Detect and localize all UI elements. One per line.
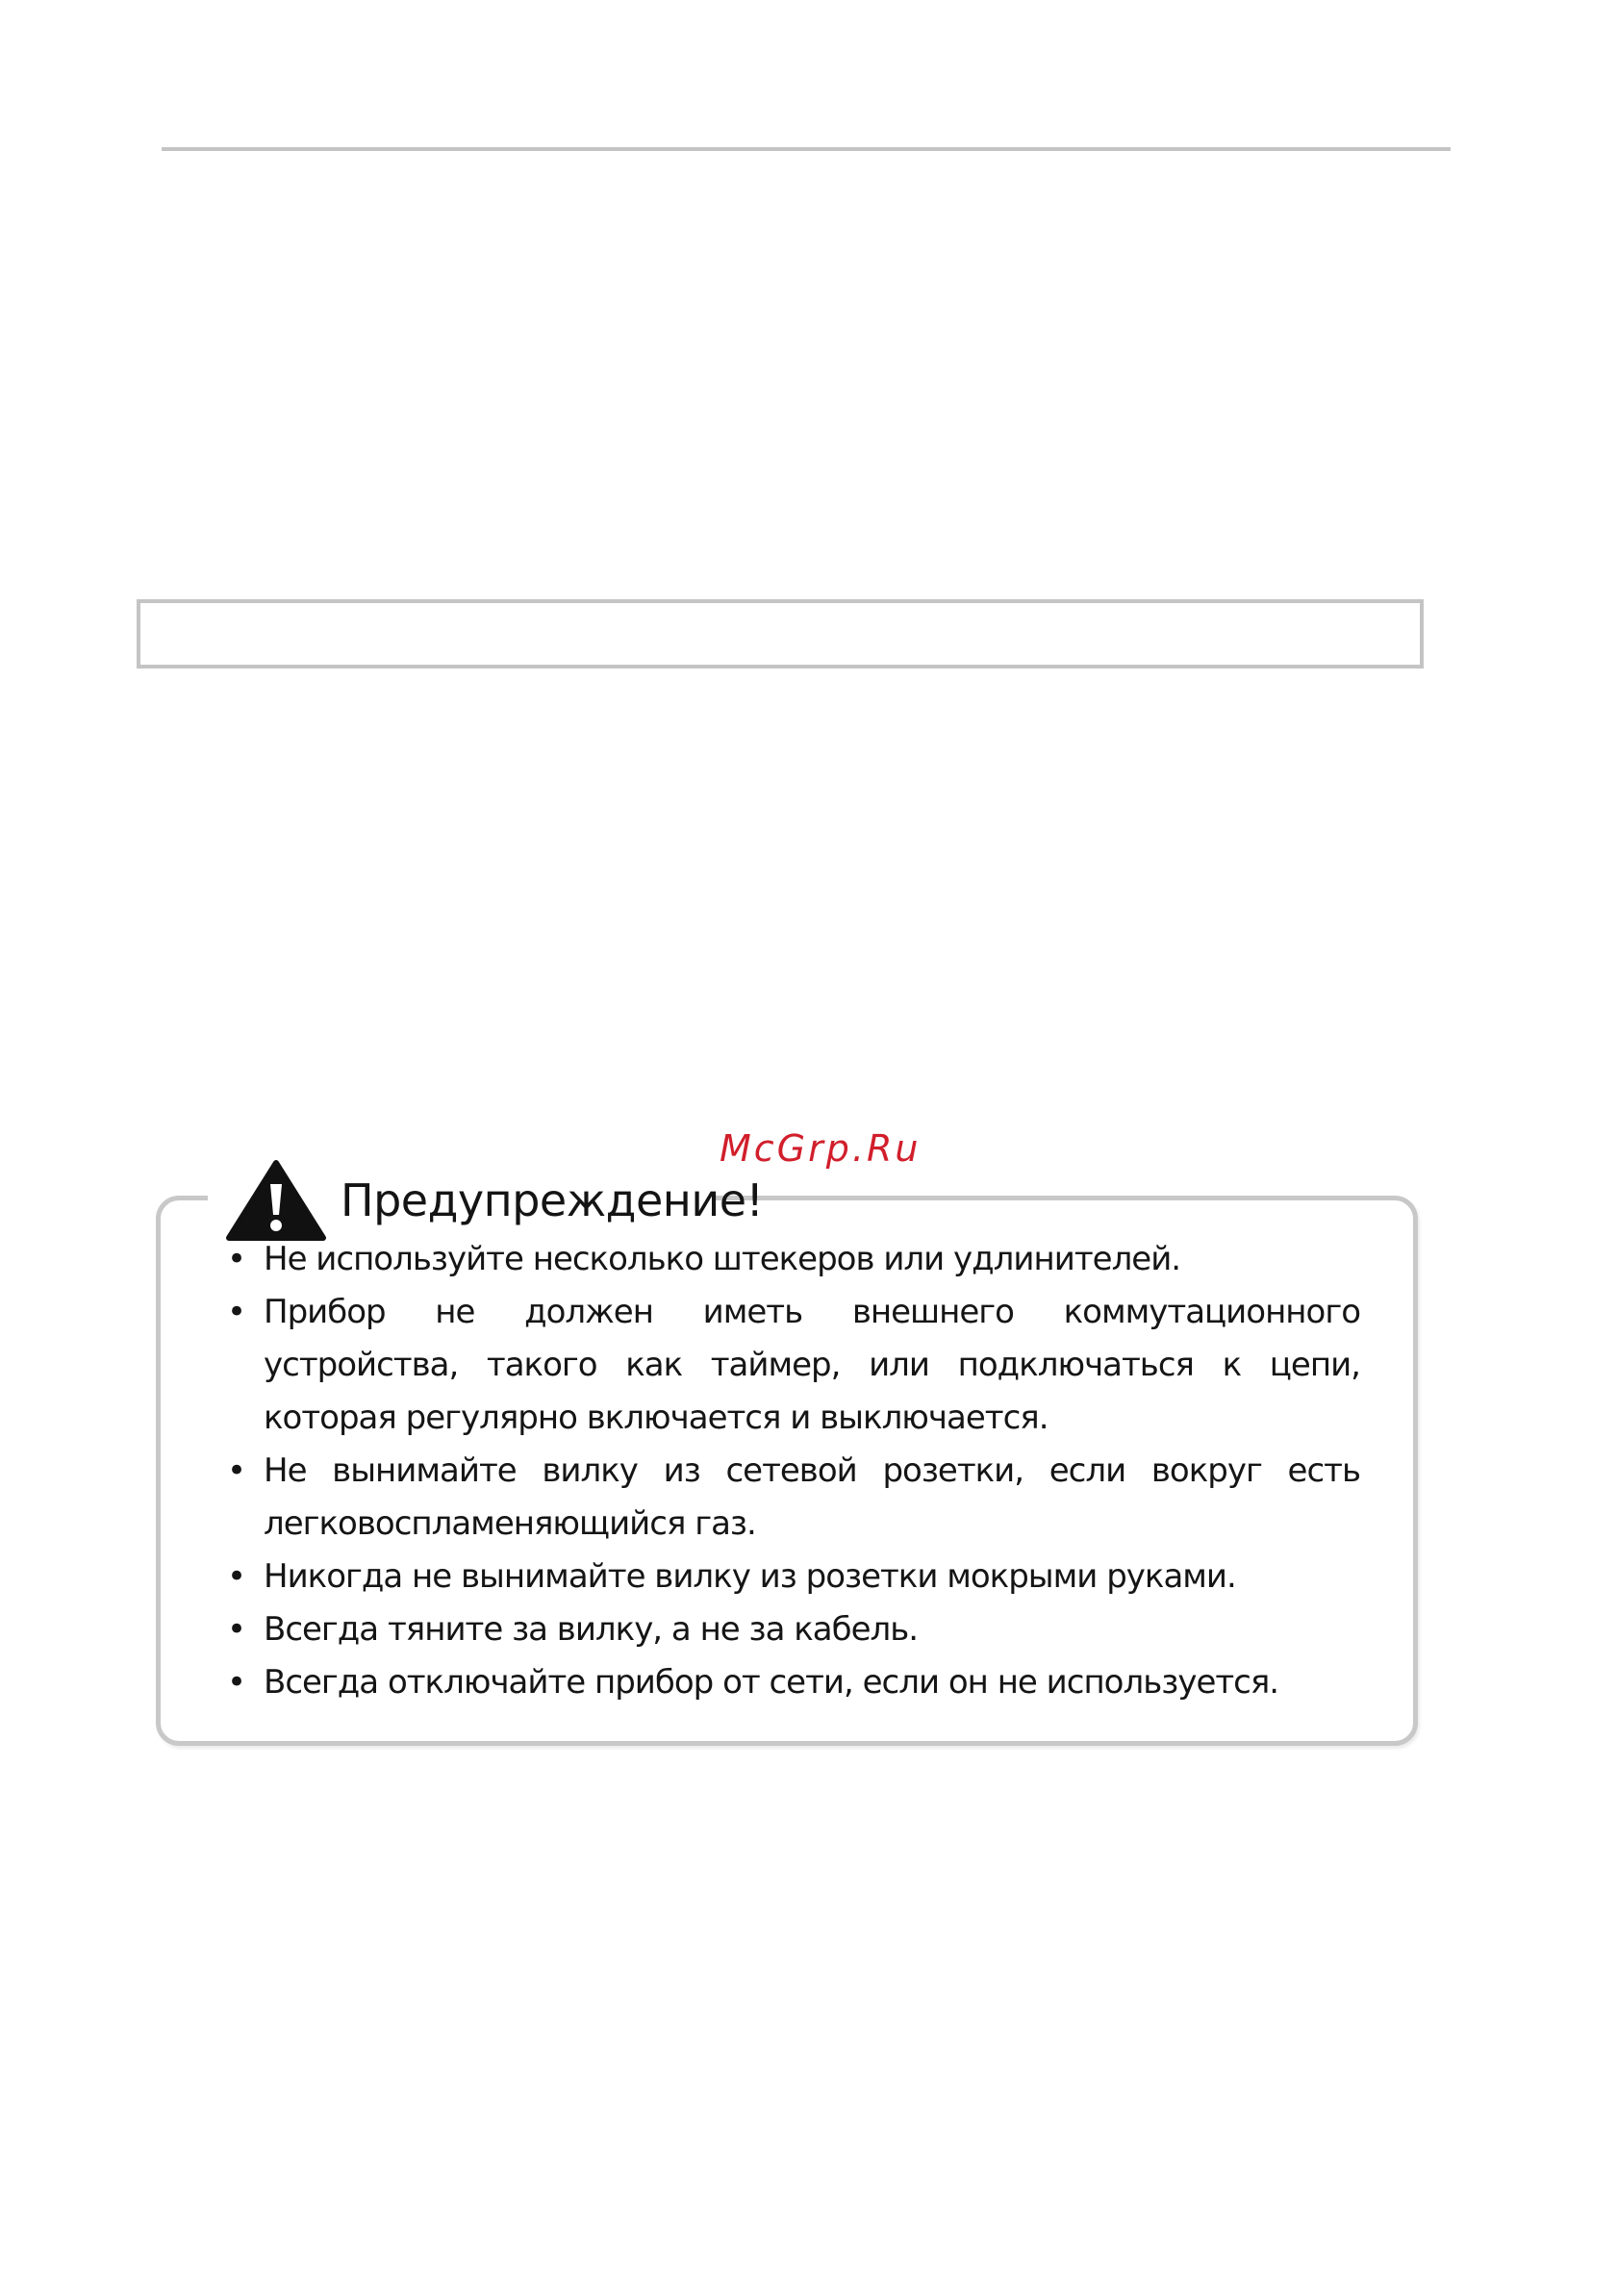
- bullet: •: [227, 1663, 246, 1702]
- list-item: [227, 1656, 1360, 1709]
- list-item-text: Всегда отключайте прибор от сети, если он не используется.: [264, 1663, 1279, 1702]
- list-item: [227, 1286, 1360, 1445]
- warning-list: [227, 1233, 1360, 1709]
- bullet: •: [227, 1240, 246, 1278]
- top-divider: [162, 147, 1451, 151]
- list-item: [227, 1233, 1360, 1286]
- list-item: [227, 1445, 1360, 1551]
- list-item-text: Всегда тяните за вилку, а не за кабель.: [264, 1610, 919, 1649]
- bullet: •: [227, 1557, 246, 1596]
- list-item-text: Не вынимайте вилку из сетевой розетки, если вокруг есть легковоспламеняющийся газ.: [264, 1451, 1360, 1543]
- list-item-text: Не используйте несколько штекеров или удлинителей.: [264, 1240, 1181, 1278]
- bullet: •: [227, 1293, 246, 1331]
- list-item: [227, 1603, 1360, 1656]
- bullet: •: [227, 1610, 246, 1649]
- warning-triangle-icon: [225, 1159, 327, 1242]
- list-item-text: Никогда не вынимайте вилку из розетки мокрыми руками.: [264, 1557, 1236, 1596]
- section-heading-box: [137, 599, 1424, 669]
- list-item-text: Прибор не должен иметь внешнего коммутационного устройства, такого как таймер, или подключаться к цепи, которая регулярно включается и выключается.: [264, 1293, 1360, 1437]
- watermark-text: McGrp.Ru: [720, 1127, 922, 1170]
- list-item: [227, 1551, 1360, 1603]
- bullet: •: [227, 1451, 246, 1490]
- warning-title: Предупреждение!: [341, 1174, 764, 1226]
